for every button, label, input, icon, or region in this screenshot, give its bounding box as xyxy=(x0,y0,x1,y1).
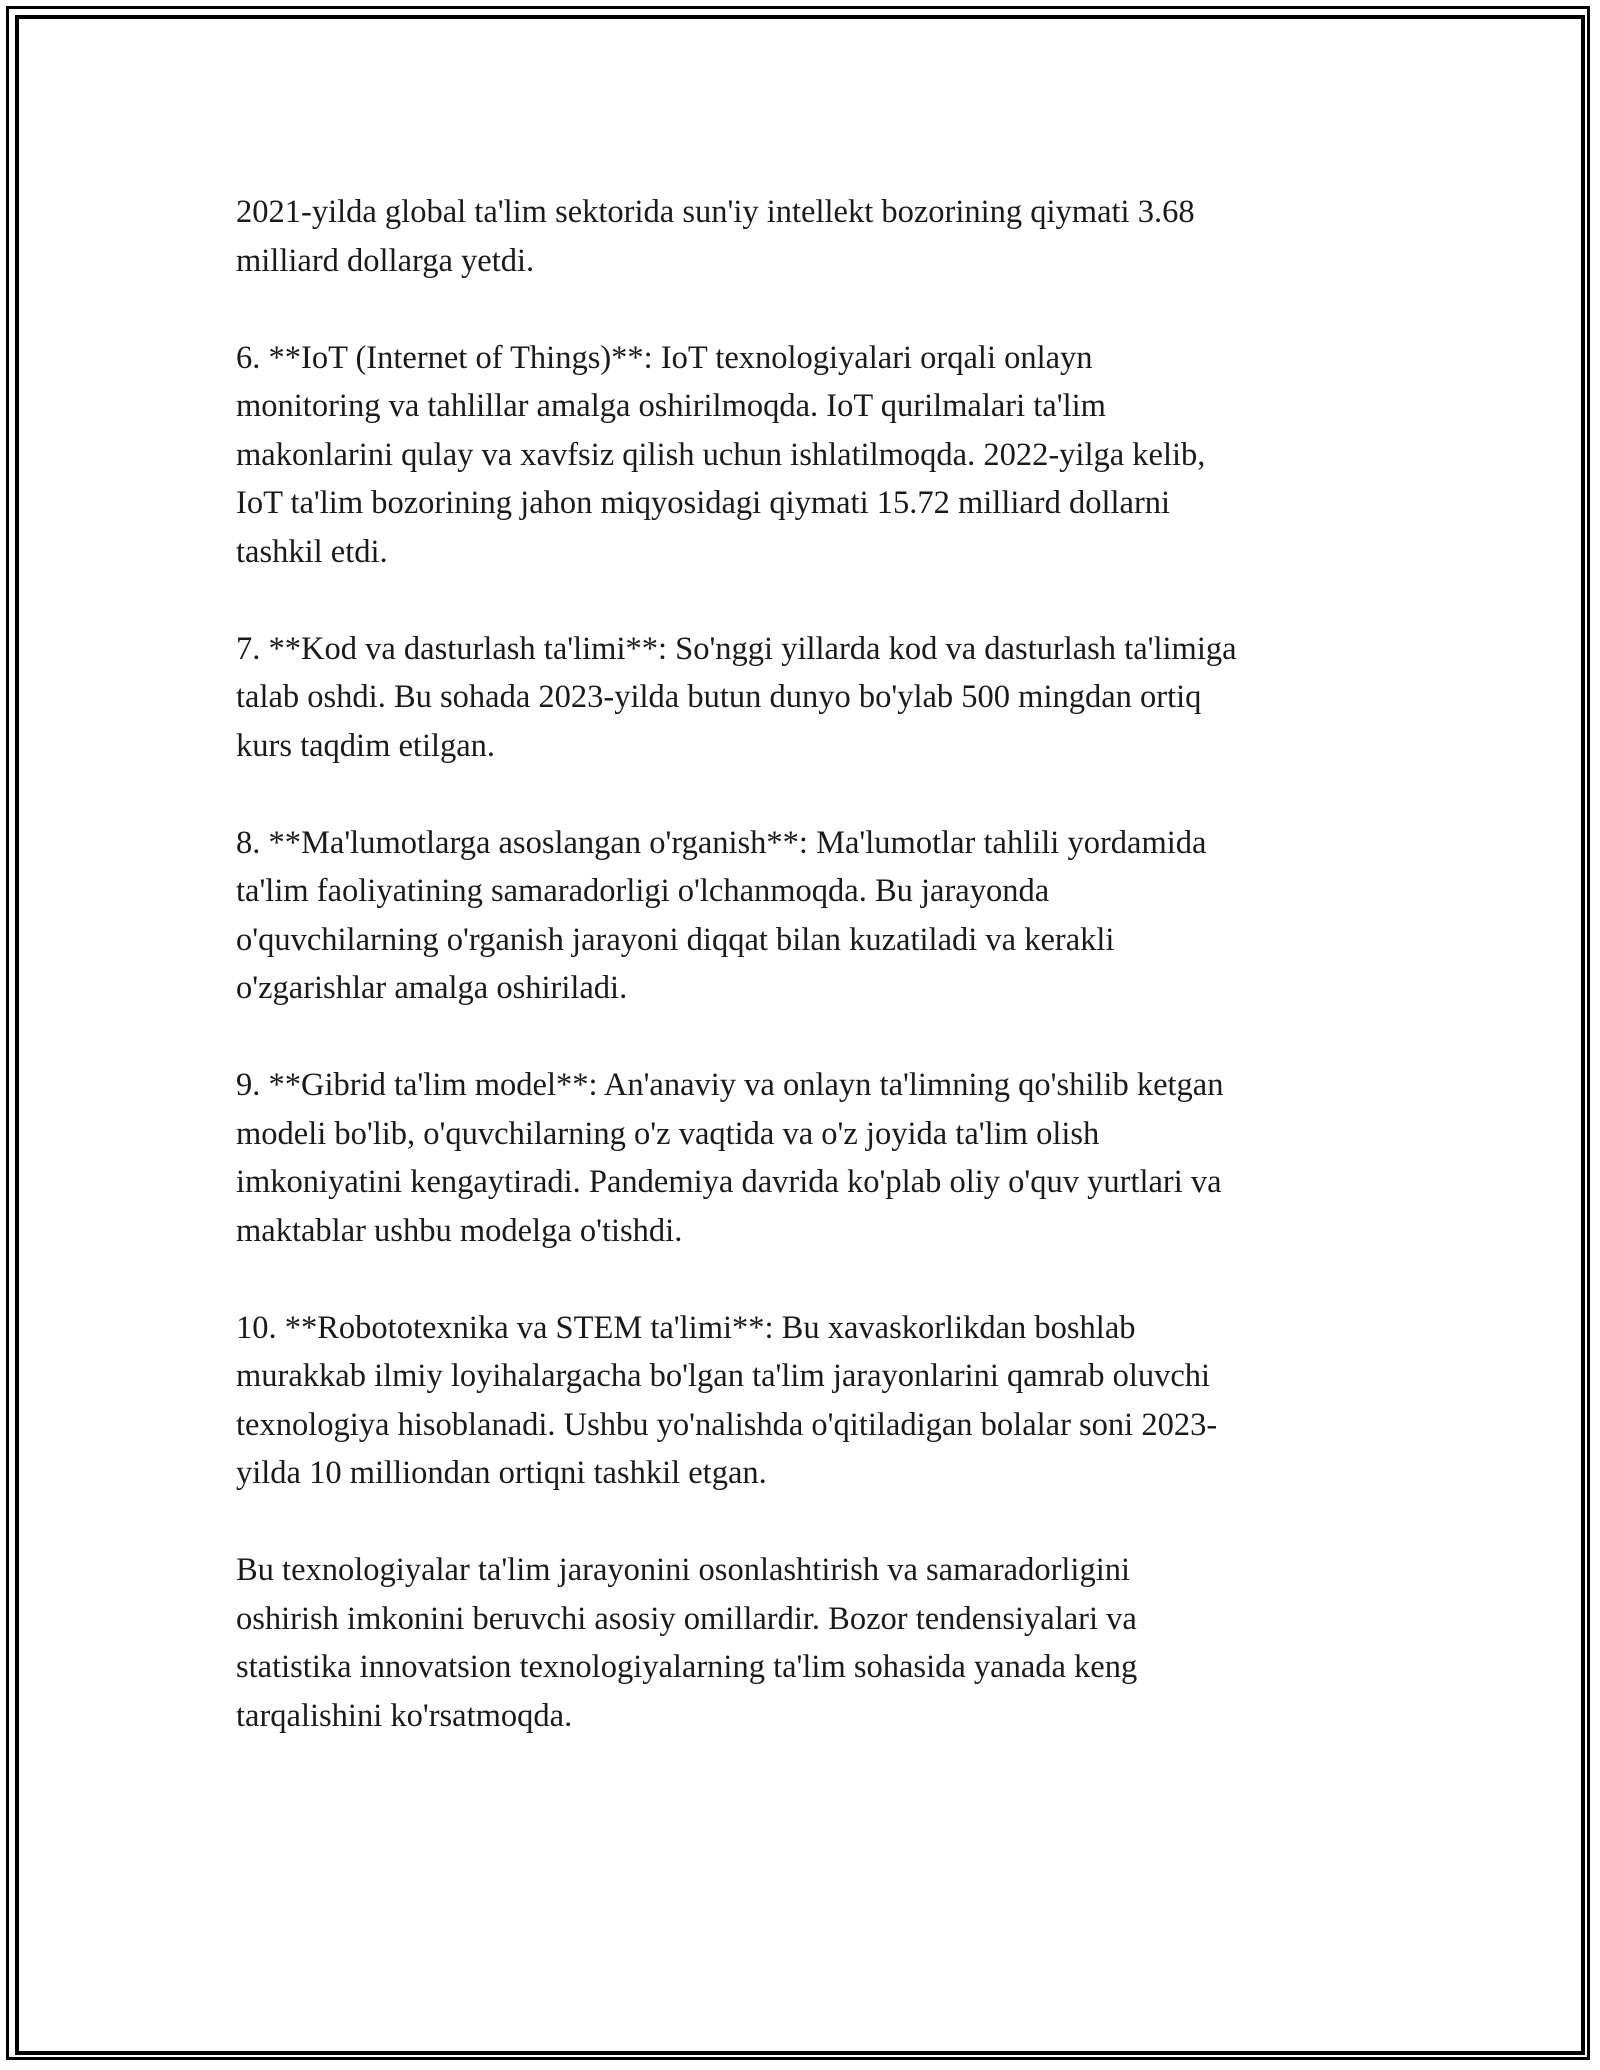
paragraph-hybrid-learning: 9. **Gibrid ta'lim model**: An'anaviy va onlayn ta'limning qo'shilib ketgan modeli bo'lib, o'quvchilarning o'z vaqtida va o'z joyida ta'lim olish imkoniyatini kengaytiradi. Pandemiya davrida ko'plab oliy o'quv yurtlari va maktablar ushbu modelga o'tishdi. xyxy=(236,1067,1224,1249)
paragraph-conclusion: Bu texnologiyalar ta'lim jarayonini osonlashtirish va samaradorligini oshirish imkonini beruvchi asosiy omillardir. Bozor tendensiyalari va statistika innovatsion texnologiyalarning ta'lim sohasida yanada keng tarqalishini ko'rsatmoqda. xyxy=(236,1552,1138,1734)
paragraph-robotics-stem: 10. **Robototexnika va STEM ta'limi**: Bu xavaskorlikdan boshlab murakkab ilmiy loyihalargacha bo'lgan ta'lim jarayonlarini qamrab oluvchi texnologiya hisoblanadi. Ushbu yo'nalishda o'qitiladigan bolalar soni 2023- yilda 10 milliondan ortiqni tashkil etgan. xyxy=(236,1309,1218,1491)
paragraph-iot: 6. **IoT (Internet of Things)**: IoT texnologiyalari orqali onlayn monitoring va tahlillar amalga oshirilmoqda. IoT qurilmalari ta'lim makonlarini qulay va xavfsiz qilish uchun ishlatilmoqda. 2022-yilga kelib, IoT ta'lim bozorining jahon miqyosidagi qiymati 15.72 milliard dollarni tashkil etdi. xyxy=(236,339,1206,570)
paragraph-data-driven-learning: 8. **Ma'lumotlarga asoslangan o'rganish**: Ma'lumotlar tahlili yordamida ta'lim faoliyatining samaradorligi o'lchanmoqda. Bu jarayonda o'quvchilarning o'rganish jarayoni diqqat bilan kuzatiladi va kerakli o'zgarishlar amalga oshiriladi. xyxy=(236,824,1207,1006)
paragraph-ai-market: 2021-yilda global ta'lim sektorida sun'iy intellekt bozorining qiymati 3.68 milliard dollarga yetdi. xyxy=(236,194,1195,279)
document-body xyxy=(236,188,1396,1789)
paragraph-coding-education: 7. **Kod va dasturlash ta'limi**: So'nggi yillarda kod va dasturlash ta'limiga talab oshdi. Bu sohada 2023-yilda butun dunyo bo'ylab 500 mingdan ortiq kurs taqdim etilgan. xyxy=(236,630,1237,764)
